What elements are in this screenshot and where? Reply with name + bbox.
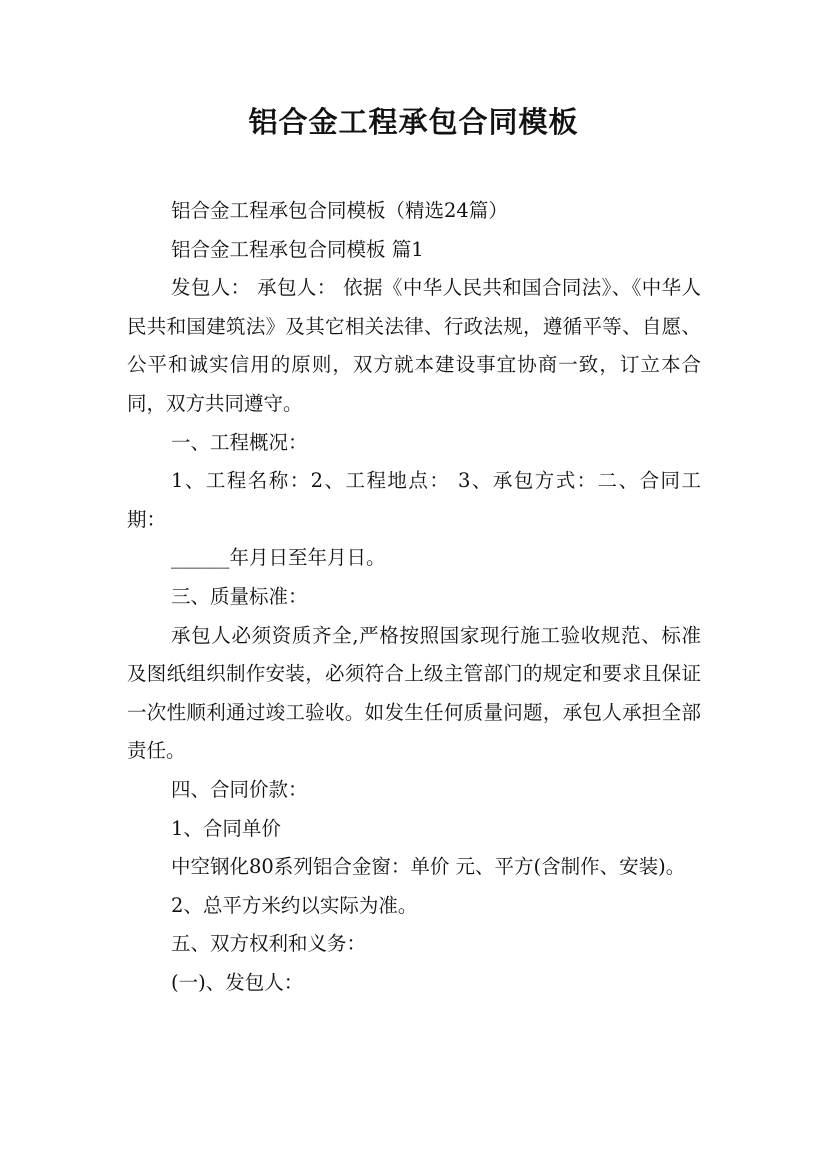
paragraph-project-details: 1、工程名称：2、工程地点： 3、承包方式：二、合同工期： [127, 469, 701, 531]
paragraph-rights-heading: 五、双方权利和义务： [171, 932, 367, 956]
document-body [127, 192, 701, 1002]
paragraph-total-area: 2、总平方米约以实际为准。 [171, 893, 418, 917]
paragraph-employer-heading: (一)、发包人： [171, 970, 304, 994]
paragraph-project-overview-heading: 一、工程概况： [171, 430, 308, 454]
paragraph-unit-price-heading: 1、合同单价 [171, 816, 281, 840]
paragraph-subtitle: 铝合金工程承包合同模板（精选24篇） [171, 199, 508, 222]
paragraph-parties: 发包人： 承包人： 依据《中华人民共和国合同法》、《中华人民共和国建筑法》及其它相关法律、行政法规，遵循平等、自愿、公平和诚实信用的原则，双方就本建设事宜协商一致，订立本合同，双方共同遵守。 [127, 276, 701, 415]
paragraph-contract-period: ______年月日至年月日。 [171, 546, 386, 570]
paragraph-section-heading: 铝合金工程承包合同模板 篇1 [171, 237, 424, 261]
paragraph-quality-heading: 三、质量标准： [171, 584, 308, 608]
paragraph-quality-standard: 承包人必须资质齐全,严格按照国家现行施工验收规范、标准及图纸组织制作安装，必须符合上级主管部门的规定和要求且保证一次性顺利通过竣工验收。如发生任何质量问题，承包人承担全部责任。 [127, 623, 701, 763]
paragraph-unit-price: 中空钢化80系列铝合金窗：单价 元、平方(含制作、安装)。 [171, 855, 686, 879]
paragraph-price-heading: 四、合同价款： [171, 777, 308, 801]
document-title: 铝合金工程承包合同模板 [248, 105, 579, 139]
